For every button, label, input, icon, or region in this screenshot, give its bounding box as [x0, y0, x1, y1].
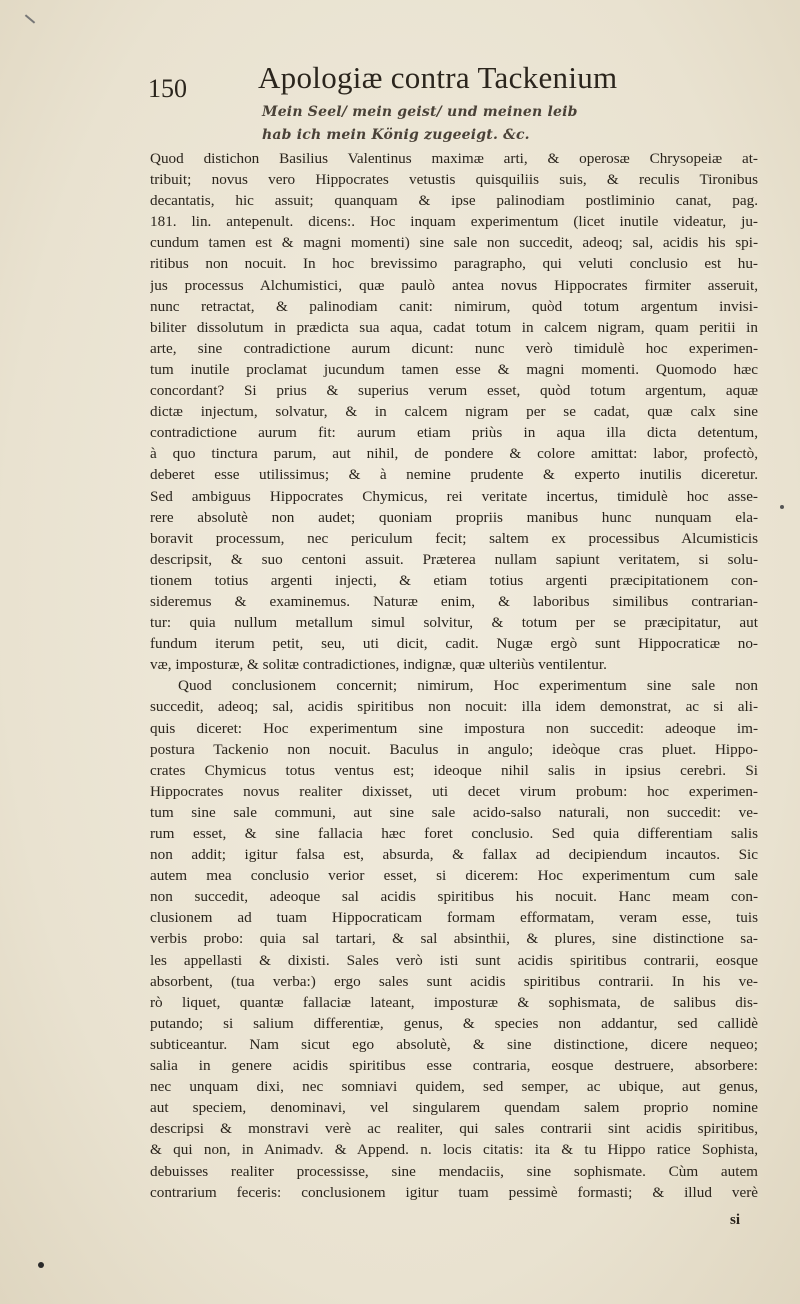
text-line: non addit; igitur falsa est, absurda, & fallax ad decipiendum incautos. Sic: [150, 846, 758, 864]
text-line: Hippocrates novus realiter dixisset, uti decet virum probum: hoc experimen-: [150, 782, 758, 800]
text-line: tionem totius argenti injecti, & etiam totius argenti præcipitationem con-: [150, 571, 758, 589]
text-line: dictæ injectum, solvatur, & in calcem nigram per se cadat, quæ calx sine: [150, 403, 758, 421]
text-line: væ, imposturæ, & solitæ contradictiones, indignæ, quæ ulteriùs ventilentur.: [150, 656, 607, 674]
text-line: rere absolutè non audet; quoniam propriis manibus hunc nunquam ela-: [150, 508, 758, 526]
page-number: 150: [148, 74, 187, 103]
text-line: crates Chymicus totus ventus est; ideoque nihil salis in ipsius cerebri. Si: [150, 761, 758, 779]
text-line: absorbent, (tua verba:) ergo sales sunt acidis spiritibus contrarii. In his ve-: [150, 972, 758, 990]
text-line: subticeantur. Nam sicut ego absolutè, & sine distinctione, dicere nequeo;: [150, 1035, 758, 1053]
text-line: verbis probo: quia sal tartari, & sal absinthii, & plures, sine distinctione sa-: [150, 930, 758, 948]
text-line: descripsi & monstravi verè ac realiter, qui sales contrarii sint acidis spiritibus,: [150, 1120, 758, 1138]
ink-dot: [780, 505, 784, 509]
fraktur-verse-line-1: Mein Seel/ mein geist/ und meinen leib: [262, 104, 578, 120]
text-line: ritibus non nocuit. In hoc brevissimo paragrapho, qui veluti conclusio est hu-: [150, 255, 758, 273]
text-line: rò liquet, quantæ fallaciæ lateant, imposturæ & sophismata, de salibus dis-: [150, 993, 758, 1011]
text-line: tum sine sale communi, aut sine sale acido-salso naturali, non succedit: ve-: [150, 803, 758, 821]
text-line: putando; si salium differentiæ, genus, & species non addantur, sed callidè: [150, 1014, 758, 1032]
scan-mark: [25, 14, 35, 23]
text-line: & qui non, in Animadv. & Append. n. locis citatis: ita & tu Hippo ratice Sophista,: [150, 1141, 758, 1159]
text-line: non succedit, adeoque sal acidis spiritibus his nocuit. Hanc meam con-: [150, 888, 758, 906]
text-line: les appellasti & dixisti. Sales verò isti sunt acidis spiritibus contrarii, eosque: [150, 951, 758, 969]
text-line: boravit processum, nec periculum fecit; saltem ex processibus Alcumisticis: [150, 529, 758, 547]
text-line: sideremus & examinemus. Naturæ enim, & laboribus similibus contrarian-: [150, 592, 758, 610]
text-line: nunc retractat, & palinodiam canit: nimirum, quòd totum argentum invisi-: [150, 297, 758, 315]
ink-dot: [38, 1262, 44, 1268]
text-line: à quo tinctura parum, aut nihil, de pondere & colore amittat: labor, profectò,: [150, 445, 758, 463]
text-line: autem mea conclusio verior esset, si dicerem: Hoc experimentum cum sale: [150, 867, 758, 885]
text-line: aut speciem, denominavi, vel singularem quendam salem proprio nomine: [150, 1099, 758, 1117]
text-line: salia in genere acidis spiritibus esse contraria, eosque destruere, absorbere:: [150, 1057, 758, 1075]
text-line: Quod distichon Basilius Valentinus maximæ arti, & operosæ Chrysopeiæ at-: [150, 150, 758, 167]
text-line: biliter dissolutum in prædicta sua aqua, cadat totum in calcem nigram, quam peritii in: [150, 318, 758, 336]
text-line: cundum tamen est & magni momenti) sine sale non succedit, adeoq; sal, acidis his spi-: [150, 234, 758, 252]
text-line: nec unquam dixi, nec somniavi quidem, sed semper, ac ubique, aut genus,: [150, 1078, 758, 1096]
text-line: concordant? Si prius & superius verum esset, quòd totum argentum, aquæ: [150, 382, 758, 400]
text-line: contradictione aurum fit: aurum etiam priùs in aqua illa dicta detentum,: [150, 424, 758, 442]
catchword: si: [730, 1212, 741, 1228]
text-line: tribuit; novus vero Hippocrates vetustis quisquiliis suis, & reculis Tironibus: [150, 171, 758, 189]
fraktur-verse-line-2: hab ich mein König zugeeigt. &c.: [262, 127, 530, 143]
text-line: descripsit, & suo centoni assuit. Præterea nullam sapiunt veritatem, si solu-: [150, 550, 758, 568]
running-title: Apologiæ contra Tackenium: [258, 60, 618, 95]
text-line: contrarium feceris: conclusionem igitur tuam pessimè formasti; & illud verè: [150, 1183, 758, 1201]
text-line: fundum iterum petit, seu, uti dicit, cadit. Nugæ ergò sunt Hippocraticæ no-: [150, 635, 758, 653]
text-line: debuisses realiter processisse, sine mendaciis, sine sophismate. Cùm autem: [150, 1162, 758, 1180]
text-line: arte, sine contradictione aurum dicunt: nunc verò timidulè hoc experimen-: [150, 339, 758, 357]
text-line: succedit, adeoq; sal, acidis spiritibus non nocuit: illa idem demonstrat, ac si ali-: [150, 698, 758, 716]
text-line: clusionem ad tuam Hippocraticam formam efformatam, veram esse, tuis: [150, 909, 758, 927]
text-line: 181. lin. antepenult. dicens:. Hoc inquam experimentum (licet inutile videatur, ju-: [150, 213, 758, 231]
text-line: tum inutile proclamat jucundum tamen esse & magni momenti. Quomodo hæc: [150, 360, 758, 378]
text-line: decantatis, hic assuit; quanquam & ipse palinodiam postliminio canat, pag.: [150, 192, 758, 210]
text-line: rum esset, & sine fallacia hæc foret conclusio. Sed quia differentiam salis: [150, 825, 758, 842]
text-line: jus processus Alchumistici, quæ paulò antea novus Hippocrates firmiter asseruit,: [150, 276, 758, 294]
text-line: Sed ambiguus Hippocrates Chymicus, rei veritate incertus, timidulè hoc asse-: [150, 487, 758, 505]
text-line: deberet esse utilissimus; & à nemine prudente & experto inutilis diceretur.: [150, 466, 758, 484]
body-text: [150, 148, 758, 1203]
text-line: postura Tackenio non nocuit. Baculus in angulo; ideòque cras pluet. Hippo-: [150, 740, 758, 758]
text-line: Quod conclusionem concernit; nimirum, Hoc experimentum sine sale non: [178, 677, 758, 695]
text-line: quis diceret: Hoc experimentum sine impostura non succedit: adeoque im-: [150, 719, 758, 737]
text-line: tur: quia nullum metallum simul solvitur, & totum per se præcipitatur, aut: [150, 614, 758, 632]
page-header: [148, 60, 708, 106]
